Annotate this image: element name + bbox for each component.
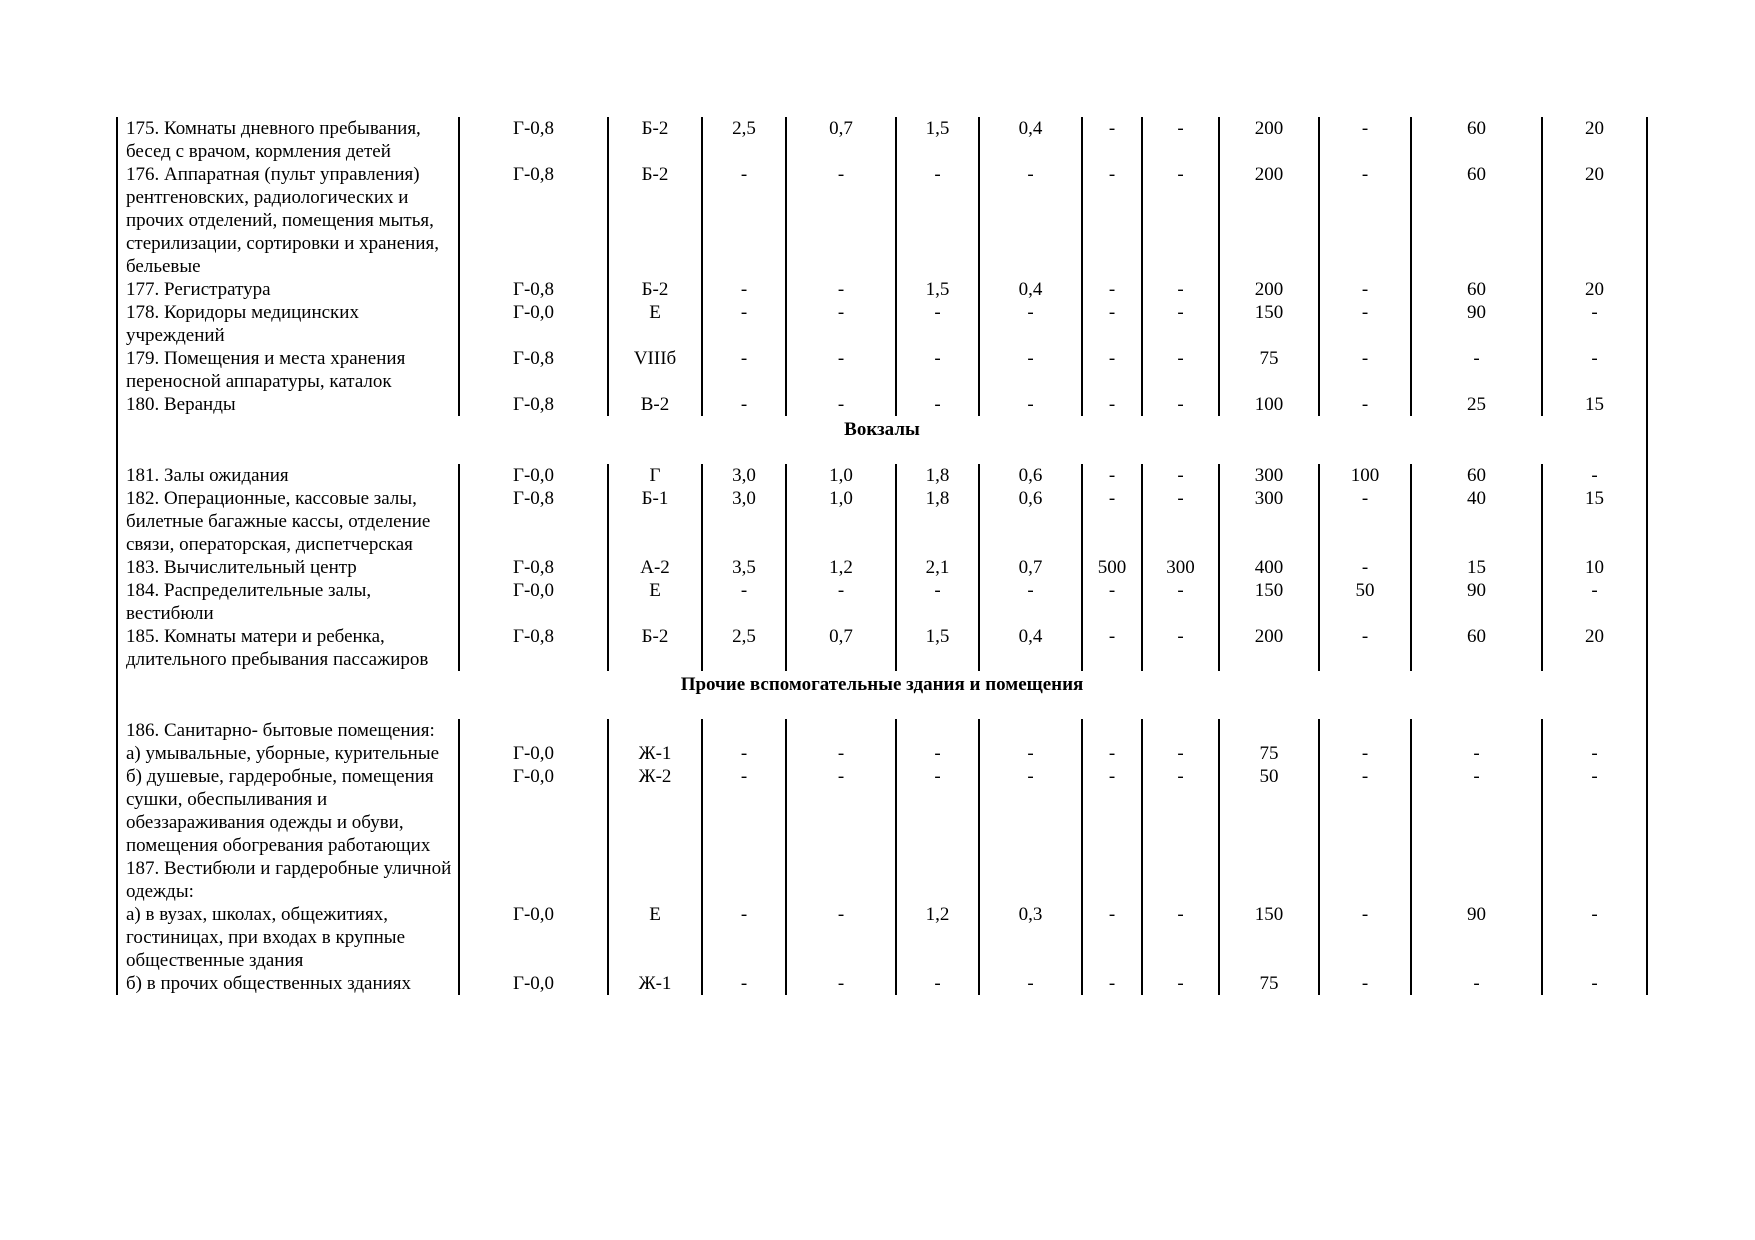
value-cell: Г bbox=[608, 464, 702, 487]
value-cell: А-2 bbox=[608, 556, 702, 579]
value-cell: - bbox=[979, 393, 1082, 416]
value-cell: - bbox=[1142, 301, 1219, 347]
value-cell: 60 bbox=[1411, 625, 1542, 671]
value-cell: 1,5 bbox=[896, 278, 979, 301]
value-cell: - bbox=[702, 163, 786, 278]
table-row bbox=[117, 719, 1647, 742]
value-cell bbox=[1411, 719, 1542, 742]
value-cell: - bbox=[786, 278, 896, 301]
value-cell: Е bbox=[608, 903, 702, 972]
value-cell: - bbox=[896, 347, 979, 393]
value-cell: - bbox=[979, 163, 1082, 278]
value-cell: Е bbox=[608, 579, 702, 625]
value-cell: 15 bbox=[1411, 556, 1542, 579]
value-cell: Б-2 bbox=[608, 625, 702, 671]
value-cell: 300 bbox=[1142, 556, 1219, 579]
value-cell: 0,7 bbox=[786, 117, 896, 163]
value-cell: 1,0 bbox=[786, 464, 896, 487]
value-cell: - bbox=[1319, 625, 1411, 671]
value-cell: Е bbox=[608, 301, 702, 347]
value-cell: - bbox=[702, 278, 786, 301]
value-cell: - bbox=[1319, 742, 1411, 765]
value-cell: 20 bbox=[1542, 117, 1647, 163]
value-cell: - bbox=[979, 742, 1082, 765]
room-name-cell: 178. Коридоры медицинских учреждений bbox=[117, 301, 459, 347]
value-cell bbox=[1142, 719, 1219, 742]
value-cell: - bbox=[1142, 625, 1219, 671]
value-cell bbox=[702, 857, 786, 903]
value-cell: Г-0,8 bbox=[459, 556, 608, 579]
table-row bbox=[117, 972, 1647, 995]
table-row bbox=[117, 579, 1647, 625]
value-cell: - bbox=[1411, 972, 1542, 995]
value-cell: - bbox=[1142, 464, 1219, 487]
table-row bbox=[117, 301, 1647, 347]
value-cell: Г-0,8 bbox=[459, 487, 608, 556]
value-cell: - bbox=[1319, 765, 1411, 857]
room-name-cell: 181. Залы ожидания bbox=[117, 464, 459, 487]
value-cell: - bbox=[1411, 742, 1542, 765]
room-name-cell: 186. Санитарно- бытовые помещения: bbox=[117, 719, 459, 742]
value-cell: 60 bbox=[1411, 163, 1542, 278]
value-cell: - bbox=[979, 765, 1082, 857]
value-cell: - bbox=[896, 765, 979, 857]
section-title: Вокзалы bbox=[117, 416, 1647, 464]
value-cell: - bbox=[896, 393, 979, 416]
value-cell: Ж-2 bbox=[608, 765, 702, 857]
value-cell: - bbox=[786, 301, 896, 347]
room-name-cell: а) в вузах, школах, общежитиях, гостиницах, при входах в крупные общественные здания bbox=[117, 903, 459, 972]
value-cell: 0,7 bbox=[786, 625, 896, 671]
value-cell: - bbox=[1319, 972, 1411, 995]
value-cell bbox=[1542, 857, 1647, 903]
table-row bbox=[117, 742, 1647, 765]
value-cell: 90 bbox=[1411, 301, 1542, 347]
value-cell bbox=[1319, 857, 1411, 903]
value-cell: Г-0,8 bbox=[459, 278, 608, 301]
value-cell: 1,8 bbox=[896, 464, 979, 487]
value-cell: 0,4 bbox=[979, 625, 1082, 671]
value-cell: - bbox=[1142, 163, 1219, 278]
value-cell: - bbox=[1142, 742, 1219, 765]
room-name-cell: 183. Вычислительный центр bbox=[117, 556, 459, 579]
value-cell: - bbox=[1319, 117, 1411, 163]
value-cell bbox=[1082, 857, 1142, 903]
room-name-cell: 182. Операционные, кассовые залы, билетные багажные кассы, отделение связи, операторская, диспетчерская bbox=[117, 487, 459, 556]
section-header-row bbox=[117, 671, 1647, 719]
value-cell: 200 bbox=[1219, 625, 1319, 671]
value-cell: Б-2 bbox=[608, 163, 702, 278]
value-cell: 150 bbox=[1219, 579, 1319, 625]
value-cell: - bbox=[979, 579, 1082, 625]
value-cell: Г-0,8 bbox=[459, 163, 608, 278]
table-row bbox=[117, 857, 1647, 903]
table-row bbox=[117, 765, 1647, 857]
value-cell: 0,4 bbox=[979, 117, 1082, 163]
value-cell: Б-2 bbox=[608, 278, 702, 301]
value-cell: - bbox=[896, 742, 979, 765]
value-cell: - bbox=[702, 393, 786, 416]
value-cell: - bbox=[1319, 556, 1411, 579]
value-cell: Г-0,0 bbox=[459, 464, 608, 487]
value-cell: 90 bbox=[1411, 579, 1542, 625]
value-cell: - bbox=[896, 163, 979, 278]
value-cell: 50 bbox=[1219, 765, 1319, 857]
value-cell: 0,6 bbox=[979, 487, 1082, 556]
value-cell: - bbox=[702, 579, 786, 625]
value-cell: 0,6 bbox=[979, 464, 1082, 487]
value-cell: - bbox=[1082, 301, 1142, 347]
value-cell: 75 bbox=[1219, 347, 1319, 393]
value-cell: - bbox=[1142, 972, 1219, 995]
value-cell: Г-0,8 bbox=[459, 625, 608, 671]
value-cell: 50 bbox=[1319, 579, 1411, 625]
value-cell: В-2 bbox=[608, 393, 702, 416]
value-cell: - bbox=[1082, 579, 1142, 625]
value-cell: - bbox=[702, 765, 786, 857]
value-cell bbox=[459, 719, 608, 742]
value-cell: - bbox=[1142, 347, 1219, 393]
value-cell: - bbox=[1082, 464, 1142, 487]
room-name-cell: 185. Комнаты матери и ребенка, длительного пребывания пассажиров bbox=[117, 625, 459, 671]
value-cell: - bbox=[1319, 393, 1411, 416]
value-cell: 500 bbox=[1082, 556, 1142, 579]
value-cell: - bbox=[1082, 117, 1142, 163]
value-cell: Г-0,0 bbox=[459, 301, 608, 347]
value-cell: - bbox=[1542, 464, 1647, 487]
value-cell bbox=[1219, 857, 1319, 903]
value-cell: 300 bbox=[1219, 464, 1319, 487]
value-cell: 1,0 bbox=[786, 487, 896, 556]
value-cell: - bbox=[786, 765, 896, 857]
value-cell: - bbox=[1082, 393, 1142, 416]
value-cell: - bbox=[786, 579, 896, 625]
value-cell: 100 bbox=[1219, 393, 1319, 416]
table-row bbox=[117, 393, 1647, 416]
value-cell: - bbox=[979, 972, 1082, 995]
value-cell: Г-0,0 bbox=[459, 742, 608, 765]
value-cell bbox=[608, 719, 702, 742]
value-cell: Г-0,8 bbox=[459, 393, 608, 416]
value-cell: - bbox=[702, 301, 786, 347]
value-cell: Г-0,0 bbox=[459, 972, 608, 995]
table-row bbox=[117, 487, 1647, 556]
value-cell: 60 bbox=[1411, 117, 1542, 163]
value-cell: - bbox=[1319, 163, 1411, 278]
value-cell bbox=[896, 857, 979, 903]
value-cell: - bbox=[1142, 393, 1219, 416]
section-header-row bbox=[117, 416, 1647, 464]
value-cell bbox=[896, 719, 979, 742]
value-cell: Г-0,8 bbox=[459, 117, 608, 163]
value-cell: - bbox=[1082, 625, 1142, 671]
value-cell: - bbox=[1542, 579, 1647, 625]
value-cell: 15 bbox=[1542, 487, 1647, 556]
value-cell: - bbox=[702, 742, 786, 765]
value-cell: Б-2 bbox=[608, 117, 702, 163]
value-cell: Ж-1 bbox=[608, 742, 702, 765]
value-cell: - bbox=[1082, 487, 1142, 556]
value-cell: 150 bbox=[1219, 301, 1319, 347]
value-cell: - bbox=[786, 163, 896, 278]
value-cell: - bbox=[1082, 347, 1142, 393]
value-cell: 90 bbox=[1411, 903, 1542, 972]
value-cell: - bbox=[1142, 579, 1219, 625]
value-cell: - bbox=[896, 579, 979, 625]
room-name-cell: б) душевые, гардеробные, помещения сушки, обеспыливания и обеззараживания одежды и обуви, помещения обогревания работающих bbox=[117, 765, 459, 857]
value-cell: - bbox=[1319, 487, 1411, 556]
room-name-cell: 177. Регистратура bbox=[117, 278, 459, 301]
room-name-cell: б) в прочих общественных зданиях bbox=[117, 972, 459, 995]
value-cell: 10 bbox=[1542, 556, 1647, 579]
table-row bbox=[117, 117, 1647, 163]
value-cell: - bbox=[702, 972, 786, 995]
table-row bbox=[117, 625, 1647, 671]
value-cell: Б-1 bbox=[608, 487, 702, 556]
room-name-cell: 184. Распределительные залы, вестибюли bbox=[117, 579, 459, 625]
value-cell: - bbox=[786, 393, 896, 416]
value-cell: - bbox=[786, 972, 896, 995]
value-cell: 0,3 bbox=[979, 903, 1082, 972]
value-cell bbox=[979, 857, 1082, 903]
room-name-cell: 179. Помещения и места хранения переносной аппаратуры, каталок bbox=[117, 347, 459, 393]
value-cell bbox=[786, 857, 896, 903]
value-cell: - bbox=[896, 301, 979, 347]
value-cell bbox=[1082, 719, 1142, 742]
value-cell: 1,2 bbox=[786, 556, 896, 579]
value-cell: 100 bbox=[1319, 464, 1411, 487]
value-cell bbox=[702, 719, 786, 742]
value-cell: - bbox=[1542, 301, 1647, 347]
table-row bbox=[117, 278, 1647, 301]
section-title: Прочие вспомогательные здания и помещения bbox=[117, 671, 1647, 719]
room-name-cell: а) умывальные, уборные, курительные bbox=[117, 742, 459, 765]
value-cell: Г-0,8 bbox=[459, 347, 608, 393]
value-cell: 200 bbox=[1219, 278, 1319, 301]
table-row bbox=[117, 347, 1647, 393]
value-cell: - bbox=[1142, 765, 1219, 857]
value-cell: - bbox=[1411, 347, 1542, 393]
value-cell: 200 bbox=[1219, 163, 1319, 278]
value-cell: - bbox=[1142, 487, 1219, 556]
value-cell: - bbox=[1542, 347, 1647, 393]
value-cell: 200 bbox=[1219, 117, 1319, 163]
value-cell bbox=[1542, 719, 1647, 742]
value-cell: 3,0 bbox=[702, 464, 786, 487]
value-cell: - bbox=[786, 742, 896, 765]
value-cell: Г-0,0 bbox=[459, 579, 608, 625]
value-cell: 60 bbox=[1411, 464, 1542, 487]
value-cell bbox=[786, 719, 896, 742]
value-cell: - bbox=[1319, 347, 1411, 393]
value-cell bbox=[608, 857, 702, 903]
room-name-cell: 175. Комнаты дневного пребывания, бесед с врачом, кормления детей bbox=[117, 117, 459, 163]
table-row bbox=[117, 163, 1647, 278]
value-cell: 20 bbox=[1542, 278, 1647, 301]
value-cell: - bbox=[1082, 742, 1142, 765]
value-cell: - bbox=[1082, 278, 1142, 301]
value-cell: - bbox=[1319, 903, 1411, 972]
value-cell: 400 bbox=[1219, 556, 1319, 579]
value-cell: - bbox=[1319, 301, 1411, 347]
value-cell: 0,7 bbox=[979, 556, 1082, 579]
value-cell: - bbox=[1542, 742, 1647, 765]
value-cell bbox=[979, 719, 1082, 742]
value-cell: 1,8 bbox=[896, 487, 979, 556]
value-cell: 2,5 bbox=[702, 117, 786, 163]
value-cell: 1,5 bbox=[896, 117, 979, 163]
value-cell: 0,4 bbox=[979, 278, 1082, 301]
table-row bbox=[117, 556, 1647, 579]
value-cell: - bbox=[1411, 765, 1542, 857]
value-cell: 1,5 bbox=[896, 625, 979, 671]
table-row bbox=[117, 903, 1647, 972]
value-cell bbox=[1142, 857, 1219, 903]
value-cell: - bbox=[979, 301, 1082, 347]
value-cell: 20 bbox=[1542, 163, 1647, 278]
value-cell: 75 bbox=[1219, 972, 1319, 995]
value-cell: 2,5 bbox=[702, 625, 786, 671]
value-cell: - bbox=[1082, 903, 1142, 972]
value-cell: - bbox=[1542, 972, 1647, 995]
value-cell: - bbox=[786, 347, 896, 393]
value-cell: 1,2 bbox=[896, 903, 979, 972]
value-cell bbox=[1411, 857, 1542, 903]
value-cell: - bbox=[702, 903, 786, 972]
table-row bbox=[117, 464, 1647, 487]
value-cell: - bbox=[1082, 765, 1142, 857]
value-cell bbox=[459, 857, 608, 903]
value-cell bbox=[1319, 719, 1411, 742]
value-cell: Г-0,0 bbox=[459, 903, 608, 972]
table-body bbox=[117, 117, 1647, 995]
room-name-cell: 187. Вестибюли и гардеробные уличной одежды: bbox=[117, 857, 459, 903]
value-cell: 15 bbox=[1542, 393, 1647, 416]
value-cell: - bbox=[979, 347, 1082, 393]
value-cell: 300 bbox=[1219, 487, 1319, 556]
value-cell: - bbox=[896, 972, 979, 995]
value-cell: Ж-1 bbox=[608, 972, 702, 995]
value-cell: - bbox=[702, 347, 786, 393]
norms-table-sheet bbox=[116, 117, 1646, 995]
value-cell: 2,1 bbox=[896, 556, 979, 579]
value-cell: Г-0,0 bbox=[459, 765, 608, 857]
value-cell: - bbox=[1082, 972, 1142, 995]
value-cell: 3,5 bbox=[702, 556, 786, 579]
value-cell: 40 bbox=[1411, 487, 1542, 556]
room-name-cell: 176. Аппаратная (пульт управления) рентгеновских, радиологических и прочих отделений, помещения мытья, стерилизации, сортировки и хранения, бельевые bbox=[117, 163, 459, 278]
room-name-cell: 180. Веранды bbox=[117, 393, 459, 416]
lighting-norms-table bbox=[116, 117, 1648, 995]
value-cell: - bbox=[1142, 117, 1219, 163]
value-cell: 75 bbox=[1219, 742, 1319, 765]
value-cell: - bbox=[1142, 278, 1219, 301]
value-cell: 60 bbox=[1411, 278, 1542, 301]
value-cell: - bbox=[1542, 765, 1647, 857]
value-cell: 3,0 bbox=[702, 487, 786, 556]
value-cell: - bbox=[1542, 903, 1647, 972]
value-cell: - bbox=[1082, 163, 1142, 278]
value-cell: - bbox=[786, 903, 896, 972]
value-cell: 20 bbox=[1542, 625, 1647, 671]
value-cell bbox=[1219, 719, 1319, 742]
value-cell: VIIIб bbox=[608, 347, 702, 393]
value-cell: - bbox=[1319, 278, 1411, 301]
value-cell: 25 bbox=[1411, 393, 1542, 416]
value-cell: - bbox=[1142, 903, 1219, 972]
value-cell: 150 bbox=[1219, 903, 1319, 972]
